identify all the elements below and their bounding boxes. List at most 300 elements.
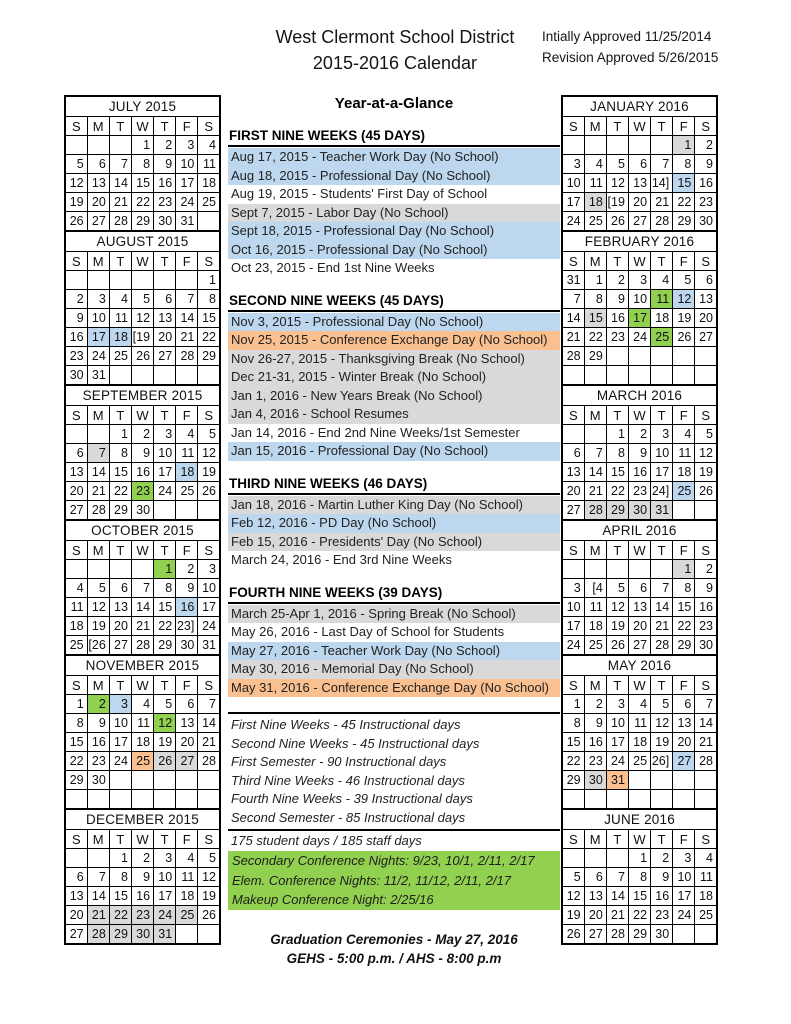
day-cell: 22	[131, 193, 153, 212]
day-cell	[109, 366, 131, 386]
day-cell: 4	[109, 290, 131, 309]
day-cell	[65, 425, 87, 444]
mini-calendar	[561, 230, 718, 386]
day-cell: 13	[673, 714, 695, 733]
day-cell: 31	[198, 636, 220, 656]
event-row: May 30, 2016 - Memorial Day (No School)	[228, 660, 560, 679]
day-cell: 9	[176, 579, 198, 598]
day-cell: 24	[628, 328, 650, 347]
day-of-week-header: S	[562, 406, 584, 425]
day-cell: 9	[131, 868, 153, 887]
day-cell: 2	[695, 136, 717, 155]
day-cell	[606, 347, 628, 366]
day-cell: 3	[87, 290, 109, 309]
day-cell: 25	[176, 906, 198, 925]
day-cell: 14	[651, 598, 673, 617]
day-cell: 16	[695, 598, 717, 617]
section-heading: THIRD NINE WEEKS (46 DAYS)	[228, 476, 560, 495]
day-cell	[562, 560, 584, 579]
day-cell: 12	[87, 598, 109, 617]
day-cell	[673, 925, 695, 945]
day-cell: 6	[673, 695, 695, 714]
day-cell	[131, 366, 153, 386]
month-title: APRIL 2016	[562, 520, 717, 541]
day-cell: 21	[87, 482, 109, 501]
day-cell	[673, 347, 695, 366]
day-cell: 10	[109, 714, 131, 733]
day-cell: 9	[628, 444, 650, 463]
day-cell: 11	[65, 598, 87, 617]
day-cell: 14]	[651, 174, 673, 193]
day-cell: 2	[154, 136, 176, 155]
day-cell: 29	[154, 636, 176, 656]
day-cell: 26	[65, 212, 87, 232]
day-cell: 3	[176, 136, 198, 155]
day-cell: 9	[154, 155, 176, 174]
day-cell: 16	[87, 733, 109, 752]
day-cell: 1	[65, 695, 87, 714]
day-cell: 24	[673, 906, 695, 925]
day-cell: 21	[131, 617, 153, 636]
day-cell: 15	[109, 463, 131, 482]
day-cell: 8	[154, 579, 176, 598]
day-of-week-header: S	[198, 541, 220, 560]
day-cell	[562, 790, 584, 810]
day-cell: 24	[154, 906, 176, 925]
day-cell: 1	[628, 849, 650, 868]
day-cell: 21	[606, 906, 628, 925]
event-row: Oct 23, 2015 - End 1st Nine Weeks	[231, 260, 435, 275]
day-cell	[651, 347, 673, 366]
day-cell	[131, 271, 153, 290]
day-cell: 23	[131, 906, 153, 925]
event-row: Nov 3, 2015 - Professional Day (No School)	[228, 313, 560, 332]
day-cell: 18	[131, 733, 153, 752]
day-cell	[606, 849, 628, 868]
day-cell: 12	[198, 868, 220, 887]
day-cell: 5	[87, 579, 109, 598]
mini-calendar	[64, 384, 221, 521]
day-of-week-header: W	[628, 541, 650, 560]
day-of-week-header: T	[651, 406, 673, 425]
conference-line: Elem. Conference Nights: 11/2, 11/12, 2/11, 2/17	[232, 872, 511, 888]
day-cell: 22	[584, 328, 606, 347]
day-cell: 3	[606, 695, 628, 714]
day-cell: 11	[695, 868, 717, 887]
day-cell: 5	[606, 579, 628, 598]
nine-weeks-section	[228, 476, 560, 570]
day-cell: 4	[176, 425, 198, 444]
day-of-week-header: M	[87, 117, 109, 136]
day-cell	[87, 560, 109, 579]
event-row: May 26, 2016 - Last Day of School for Students	[231, 624, 505, 639]
event-row: Feb 15, 2016 - Presidents' Day (No School)	[228, 533, 560, 552]
day-cell: 21	[176, 328, 198, 347]
day-cell: 27	[628, 636, 650, 656]
day-cell	[87, 136, 109, 155]
day-cell	[584, 560, 606, 579]
day-cell: 30	[695, 636, 717, 656]
month-title: DECEMBER 2015	[65, 809, 220, 830]
day-of-week-header: W	[131, 676, 153, 695]
nine-weeks-section	[228, 128, 560, 278]
day-cell: 30	[176, 636, 198, 656]
day-cell: 13	[695, 290, 717, 309]
day-cell: 1	[584, 271, 606, 290]
graduation-line: Graduation Ceremonies - May 27, 2016	[270, 931, 518, 947]
day-of-week-header: S	[198, 676, 220, 695]
day-cell: 28	[109, 212, 131, 232]
day-cell: 2	[695, 560, 717, 579]
day-cell: 25	[584, 212, 606, 232]
day-cell: 7	[198, 695, 220, 714]
day-of-week-header: T	[651, 117, 673, 136]
day-cell: 1	[154, 560, 176, 579]
graduation-times-line: GEHS - 5:00 p.m. / AHS - 8:00 p.m	[286, 950, 502, 966]
day-cell: 28	[606, 925, 628, 945]
day-cell: 31	[651, 501, 673, 521]
day-cell: 5	[198, 425, 220, 444]
day-cell: 8	[109, 868, 131, 887]
day-cell	[176, 925, 198, 945]
day-cell: 27	[109, 636, 131, 656]
day-cell: [26	[87, 636, 109, 656]
day-cell: 28	[584, 501, 606, 521]
day-cell: 26]	[651, 752, 673, 771]
day-cell	[695, 347, 717, 366]
day-cell	[198, 501, 220, 521]
day-cell: 14	[87, 887, 109, 906]
event-row: Oct 16, 2015 - Professional Day (No School)	[228, 241, 560, 260]
day-cell	[695, 925, 717, 945]
instructional-days-summary	[228, 712, 560, 827]
day-cell: 20	[65, 906, 87, 925]
day-of-week-header: W	[131, 252, 153, 271]
day-cell: 1	[673, 136, 695, 155]
day-cell: 22	[562, 752, 584, 771]
day-cell: 11	[584, 598, 606, 617]
day-cell: 19	[154, 733, 176, 752]
event-row: Jan 4, 2016 - School Resumes	[228, 405, 560, 424]
day-cell	[109, 790, 131, 810]
section-heading: SECOND NINE WEEKS (45 DAYS)	[228, 293, 560, 312]
day-of-week-header: M	[87, 406, 109, 425]
mini-calendar	[64, 808, 221, 945]
calendar-column-right	[561, 95, 718, 945]
day-cell: 10	[198, 579, 220, 598]
day-cell: 26	[131, 347, 153, 366]
day-cell: 6	[562, 444, 584, 463]
day-cell: 26	[606, 212, 628, 232]
day-of-week-header: T	[154, 252, 176, 271]
day-cell: 12	[606, 598, 628, 617]
day-cell: 2	[131, 849, 153, 868]
day-of-week-header: F	[176, 830, 198, 849]
day-cell: 18	[695, 887, 717, 906]
month-title: FEBRUARY 2016	[562, 231, 717, 252]
day-cell: 19	[87, 617, 109, 636]
day-cell: 23	[606, 328, 628, 347]
day-of-week-header: F	[176, 252, 198, 271]
day-cell: 18	[198, 174, 220, 193]
day-cell: 15	[673, 174, 695, 193]
day-cell: 11	[628, 714, 650, 733]
mini-calendar	[561, 95, 718, 232]
day-of-week-header: W	[131, 117, 153, 136]
day-cell: 12	[606, 174, 628, 193]
day-cell	[131, 771, 153, 790]
day-cell	[673, 771, 695, 790]
event-row: Sept 7, 2015 - Labor Day (No School)	[228, 204, 560, 223]
day-cell: 15	[673, 598, 695, 617]
day-cell: 11	[176, 868, 198, 887]
day-cell: 23	[87, 752, 109, 771]
day-of-week-header: T	[606, 406, 628, 425]
day-cell: 10	[562, 174, 584, 193]
calendar-year: 2015-2016 Calendar	[312, 53, 478, 73]
day-cell: 18	[628, 733, 650, 752]
day-cell	[628, 560, 650, 579]
day-cell	[65, 790, 87, 810]
day-cell: 25	[109, 347, 131, 366]
day-cell	[651, 790, 673, 810]
day-cell: 22	[606, 482, 628, 501]
day-cell: 2	[584, 695, 606, 714]
day-cell: 16	[131, 887, 153, 906]
day-cell: 17	[562, 193, 584, 212]
day-cell: 16	[695, 174, 717, 193]
day-of-week-header: M	[584, 252, 606, 271]
day-cell: 19	[695, 463, 717, 482]
month-title: SEPTEMBER 2015	[65, 385, 220, 406]
day-cell: 22	[65, 752, 87, 771]
day-cell: 24	[87, 347, 109, 366]
day-cell: 25	[65, 636, 87, 656]
day-cell	[628, 790, 650, 810]
day-of-week-header: S	[562, 830, 584, 849]
day-cell: 27	[695, 328, 717, 347]
day-cell: 7	[109, 155, 131, 174]
day-cell: 5	[154, 695, 176, 714]
day-cell: 6	[87, 155, 109, 174]
day-of-week-header: T	[154, 406, 176, 425]
day-of-week-header: M	[87, 676, 109, 695]
day-cell: 29	[65, 771, 87, 790]
day-of-week-header: M	[87, 252, 109, 271]
day-cell: 17	[87, 328, 109, 347]
day-of-week-header: S	[562, 117, 584, 136]
day-cell: 12	[695, 444, 717, 463]
day-cell: 14	[131, 598, 153, 617]
day-cell	[651, 560, 673, 579]
day-cell: 8	[109, 444, 131, 463]
day-cell	[176, 366, 198, 386]
day-cell	[606, 366, 628, 386]
day-cell: 17	[651, 463, 673, 482]
day-cell: 9	[131, 444, 153, 463]
day-cell: 30	[695, 212, 717, 232]
day-cell	[651, 366, 673, 386]
day-cell: 1	[131, 136, 153, 155]
month-title: MAY 2016	[562, 655, 717, 676]
mini-calendar	[561, 384, 718, 521]
day-of-week-header: S	[695, 252, 717, 271]
day-of-week-header: S	[198, 117, 220, 136]
day-cell: 14	[584, 463, 606, 482]
month-title: OCTOBER 2015	[65, 520, 220, 541]
month-title: MARCH 2016	[562, 385, 717, 406]
day-cell: 28	[176, 347, 198, 366]
day-of-week-header: S	[65, 117, 87, 136]
day-cell	[562, 136, 584, 155]
day-cell: 5	[695, 425, 717, 444]
day-cell: 2	[606, 271, 628, 290]
event-row: Nov 26-27, 2015 - Thanksgiving Break (No School)	[228, 350, 560, 369]
day-cell: 16	[65, 328, 87, 347]
day-cell: 10	[562, 598, 584, 617]
day-cell: 13	[87, 174, 109, 193]
day-of-week-header: S	[198, 406, 220, 425]
day-of-week-header: T	[606, 676, 628, 695]
day-cell: 20	[176, 733, 198, 752]
day-cell: 1	[606, 425, 628, 444]
day-cell: 27	[562, 501, 584, 521]
day-cell: 8	[606, 444, 628, 463]
event-row: May 27, 2016 - Teacher Work Day (No School)	[228, 642, 560, 661]
day-cell: 3	[562, 155, 584, 174]
month-title: JUNE 2016	[562, 809, 717, 830]
day-cell: 8	[131, 155, 153, 174]
day-cell	[673, 366, 695, 386]
day-of-week-header: W	[131, 830, 153, 849]
day-cell: 22	[198, 328, 220, 347]
day-cell: 2	[131, 425, 153, 444]
day-cell: 5	[198, 849, 220, 868]
day-cell	[584, 849, 606, 868]
event-row: Aug 18, 2015 - Professional Day (No School)	[228, 167, 560, 186]
day-cell: 12	[65, 174, 87, 193]
day-cell: 20	[109, 617, 131, 636]
day-cell: 22	[673, 193, 695, 212]
day-cell: 8	[673, 579, 695, 598]
day-cell: 6	[584, 868, 606, 887]
day-cell: 30	[131, 501, 153, 521]
day-of-week-header: T	[651, 676, 673, 695]
day-cell: 13	[65, 887, 87, 906]
day-cell: 27	[65, 501, 87, 521]
day-cell: 26	[562, 925, 584, 945]
day-cell: 31	[606, 771, 628, 790]
day-cell: 27	[673, 752, 695, 771]
day-cell: 4	[651, 271, 673, 290]
day-cell: 27	[65, 925, 87, 945]
day-of-week-header: T	[606, 541, 628, 560]
summary-line: Second Nine Weeks - 45 Instructional days	[231, 735, 480, 751]
day-of-week-header: S	[695, 406, 717, 425]
day-cell: 13	[628, 598, 650, 617]
day-of-week-header: F	[673, 676, 695, 695]
day-cell	[606, 560, 628, 579]
day-cell: 3	[673, 849, 695, 868]
day-cell: 8	[198, 290, 220, 309]
day-cell: 1	[562, 695, 584, 714]
approval-notes	[542, 26, 782, 68]
day-cell: 6	[695, 271, 717, 290]
day-cell: 26	[154, 752, 176, 771]
day-cell: 18	[65, 617, 87, 636]
day-cell: 29	[131, 212, 153, 232]
day-cell	[628, 366, 650, 386]
summary-line: First Semester - 90 Instructional days	[231, 754, 447, 769]
day-cell: 25	[131, 752, 153, 771]
day-of-week-header: M	[584, 117, 606, 136]
event-row: Aug 17, 2015 - Teacher Work Day (No School)	[228, 148, 560, 167]
day-cell: 30	[628, 501, 650, 521]
day-of-week-header: W	[628, 406, 650, 425]
day-cell: 18	[176, 463, 198, 482]
day-cell	[154, 366, 176, 386]
sections	[228, 128, 560, 697]
day-cell: 31	[562, 271, 584, 290]
day-cell: 16	[176, 598, 198, 617]
day-cell: 23	[695, 193, 717, 212]
day-cell: 15	[109, 887, 131, 906]
day-cell: 2	[65, 290, 87, 309]
day-cell: 4	[176, 849, 198, 868]
day-of-week-header: S	[65, 252, 87, 271]
day-cell: 20	[628, 193, 650, 212]
day-cell: 17	[109, 733, 131, 752]
day-cell: 29	[109, 501, 131, 521]
day-of-week-header: F	[673, 117, 695, 136]
day-of-week-header: T	[109, 830, 131, 849]
day-cell: 3	[154, 425, 176, 444]
day-cell: 26	[695, 482, 717, 501]
day-cell: 17	[628, 309, 650, 328]
day-cell: 26	[198, 482, 220, 501]
day-cell: 25	[628, 752, 650, 771]
day-cell	[673, 501, 695, 521]
day-cell: 15	[606, 463, 628, 482]
day-cell: 27	[154, 347, 176, 366]
event-row: Jan 15, 2016 - Professional Day (No School)	[228, 442, 560, 461]
day-of-week-header: T	[154, 541, 176, 560]
day-cell: 18	[651, 309, 673, 328]
day-cell: 18	[673, 463, 695, 482]
day-cell	[695, 771, 717, 790]
day-of-week-header: M	[584, 406, 606, 425]
day-cell: 19	[606, 617, 628, 636]
day-cell: 16	[606, 309, 628, 328]
day-cell: 13	[65, 463, 87, 482]
day-cell: 24	[176, 193, 198, 212]
district-name: West Clermont School District	[275, 27, 515, 47]
day-of-week-header: F	[176, 541, 198, 560]
day-cell: 5	[131, 290, 153, 309]
day-cell: 3	[628, 271, 650, 290]
day-cell	[198, 212, 220, 232]
nine-weeks-section	[228, 293, 560, 461]
day-cell	[651, 136, 673, 155]
day-cell: 23	[154, 193, 176, 212]
mini-calendar	[561, 519, 718, 656]
day-cell: 6	[176, 695, 198, 714]
day-cell: 3	[562, 579, 584, 598]
day-cell	[584, 425, 606, 444]
day-cell	[131, 560, 153, 579]
day-cell: 26	[198, 906, 220, 925]
mini-calendar	[64, 519, 221, 656]
